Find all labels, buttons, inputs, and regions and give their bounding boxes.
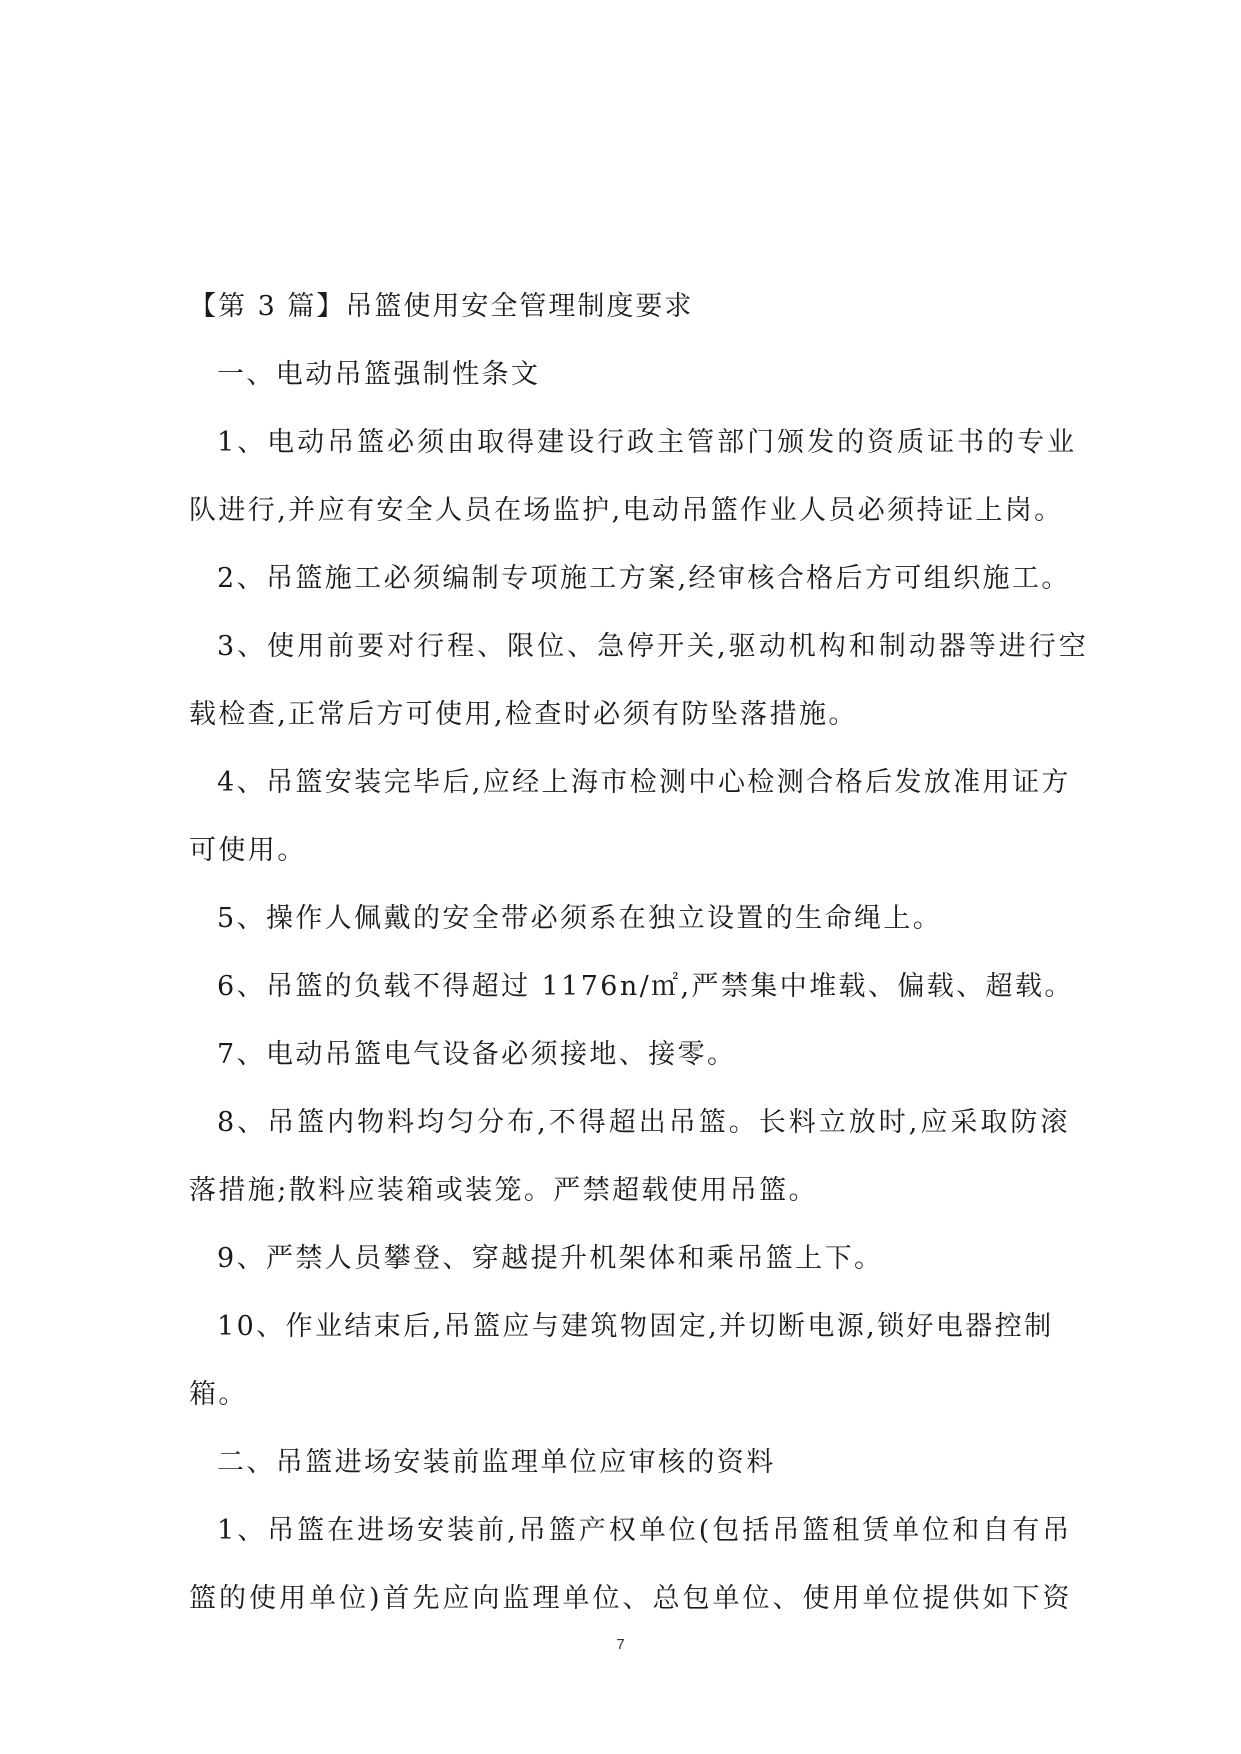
paragraph-line: 1、吊篮在进场安装前,吊篮产权单位(包括吊篮租赁单位和自有吊 [217, 1515, 1073, 1546]
document-title: 【第 3 篇】吊篮使用安全管理制度要求 [189, 291, 694, 322]
paragraph-line: 7、电动吊篮电气设备必须接地、接零。 [217, 1039, 737, 1070]
section-heading: 一、电动吊篮强制性条文 [217, 359, 541, 390]
paragraph-line: 3、使用前要对行程、限位、急停开关,驱动机构和制动器等进行空 [217, 631, 1089, 662]
paragraph-line: 1、电动吊篮必须由取得建设行政主管部门颁发的资质证书的专业 [217, 427, 1078, 458]
section-heading: 二、吊篮进场安装前监理单位应审核的资料 [217, 1447, 776, 1478]
paragraph-line: 10、作业结束后,吊篮应与建筑物固定,并切断电源,锁好电器控制 [217, 1311, 1054, 1342]
paragraph-line: 2、吊篮施工必须编制专项施工方案,经审核合格后方可组织施工。 [217, 563, 1071, 594]
paragraph-line: 载检查,正常后方可使用,检查时必须有防坠落措施。 [189, 699, 858, 730]
paragraph-line: 8、吊篮内物料均匀分布,不得超出吊篮。长料立放时,应采取防滚 [217, 1107, 1071, 1138]
paragraph-line: 5、操作人佩戴的安全带必须系在独立设置的生命绳上。 [217, 903, 943, 934]
page-number: 7 [616, 1636, 625, 1653]
paragraph-line: 箱。 [189, 1379, 248, 1410]
paragraph-line: 6、吊篮的负载不得超过 1176n/㎡,严禁集中堆载、偏载、超载。 [217, 971, 1074, 1002]
paragraph-line: 可使用。 [189, 835, 307, 866]
paragraph-line: 9、严禁人员攀登、穿越提升机架体和乘吊篮上下。 [217, 1243, 884, 1274]
paragraph-line: 篮的使用单位)首先应向监理单位、总包单位、使用单位提供如下资 [189, 1583, 1073, 1614]
paragraph-line: 队进行,并应有安全人员在场监护,电动吊篮作业人员必须持证上岗。 [189, 495, 1064, 526]
paragraph-line: 4、吊篮安装完毕后,应经上海市检测中心检测合格后发放准用证方 [217, 767, 1071, 798]
document-body [189, 288, 1089, 1618]
paragraph-line: 落措施;散料应装箱或装笼。严禁超载使用吊篮。 [189, 1175, 818, 1206]
